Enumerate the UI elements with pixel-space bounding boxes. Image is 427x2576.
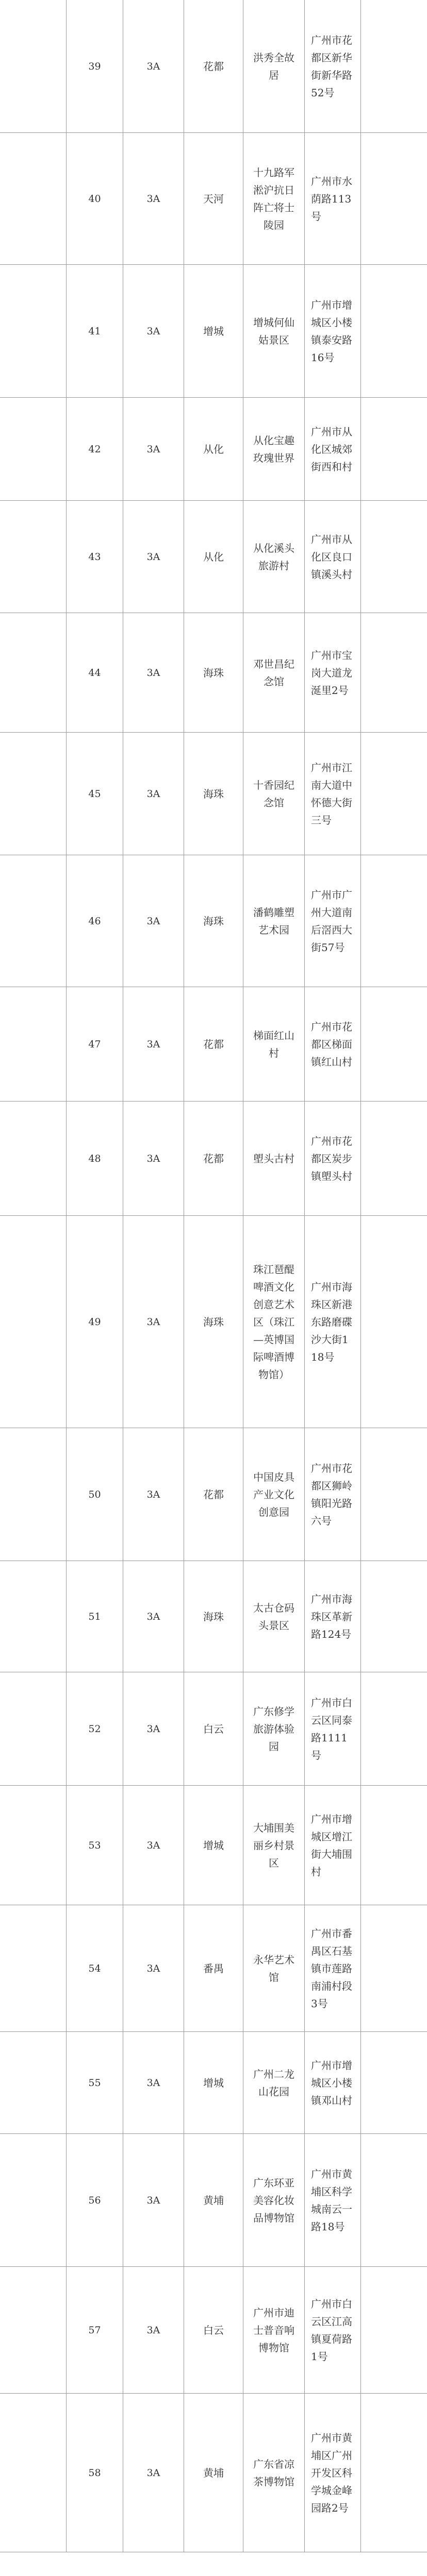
cell-district xyxy=(184,0,243,132)
cell-name xyxy=(243,2134,304,2266)
cell-district-text: 花都 xyxy=(203,1488,224,1501)
cell-district xyxy=(184,398,243,500)
cell-no xyxy=(66,2032,123,2133)
cell-name-text: 大埔围美丽乡村景区 xyxy=(253,1821,294,1869)
cell-level-text: 3A xyxy=(146,2324,160,2336)
cell-address xyxy=(304,1216,361,1428)
cell-no xyxy=(66,2394,123,2552)
cell-level-text: 3A xyxy=(146,2467,160,2479)
cell-name-text: 从化宝趣玫瑰世界 xyxy=(253,434,294,464)
cell-level-text: 3A xyxy=(146,1038,160,1050)
table-row xyxy=(0,2032,427,2134)
cell-name-text: 十九路军淞沪抗日阵亡将士陵园 xyxy=(253,166,294,231)
cell-district-text: 海珠 xyxy=(203,914,224,927)
cell-no xyxy=(66,133,123,264)
cell-address-text: 广州市黄埔区广州开发区科学城金峰园路2号 xyxy=(311,2431,352,2514)
cell-no xyxy=(66,501,123,613)
cell-name-text: 从化溪头旅游村 xyxy=(253,541,294,572)
cell-address xyxy=(304,2134,361,2266)
cell-district xyxy=(184,2394,243,2552)
cell-name-text: 广东省凉茶博物馆 xyxy=(253,2458,294,2488)
cell-level xyxy=(123,398,184,500)
cell-no-text: 57 xyxy=(88,2324,101,2336)
cell-no-text: 46 xyxy=(88,915,101,927)
cell-no xyxy=(66,265,123,397)
cell-district-text: 增城 xyxy=(203,1839,224,1852)
cell-address-text: 广州市江南大道中怀德大街三号 xyxy=(311,761,352,826)
cell-address xyxy=(304,2267,361,2393)
cell-district-text: 海珠 xyxy=(203,1610,224,1623)
cell-name xyxy=(243,2394,304,2552)
cell-district-text: 海珠 xyxy=(203,1315,224,1328)
cell-address-text: 广州市水荫路113号 xyxy=(311,175,352,223)
cell-level xyxy=(123,2394,184,2552)
cell-level xyxy=(123,2032,184,2133)
table-row xyxy=(0,398,427,501)
cell-address-text: 广州市番禺区石基镇市莲路南浦村段3号 xyxy=(311,1927,352,2010)
cell-district xyxy=(184,2032,243,2133)
cell-no-text: 55 xyxy=(88,2077,101,2089)
cell-address-text: 广州市白云区同泰路1111号 xyxy=(311,1696,352,1761)
cell-address xyxy=(304,133,361,264)
table-row xyxy=(0,1672,427,1786)
cell-no-text: 42 xyxy=(88,443,101,455)
cell-no-text: 41 xyxy=(88,325,101,337)
cell-level xyxy=(123,2134,184,2266)
table-row xyxy=(0,501,427,613)
cell-district-text: 花都 xyxy=(203,1038,224,1050)
cell-no-text: 47 xyxy=(88,1038,101,1050)
cell-no xyxy=(66,1101,123,1215)
cell-address xyxy=(304,398,361,500)
cell-district-text: 增城 xyxy=(203,2076,224,2089)
table-row xyxy=(0,2394,427,2552)
cell-district xyxy=(184,613,243,732)
cell-address-text: 广州市花都区狮岭镇阳光路六号 xyxy=(311,1462,352,1527)
cell-district xyxy=(184,1786,243,1905)
cell-level-text: 3A xyxy=(146,915,160,927)
cell-level xyxy=(123,1905,184,2031)
table-row xyxy=(0,855,427,987)
cell-name xyxy=(243,2032,304,2133)
cell-level xyxy=(123,1672,184,1785)
cell-name xyxy=(243,0,304,132)
cell-address-text: 广州市海珠区革新路124号 xyxy=(311,1592,352,1640)
cell-district xyxy=(184,2267,243,2393)
cell-no-text: 43 xyxy=(88,551,101,563)
cell-level-text: 3A xyxy=(146,788,160,800)
table-row xyxy=(0,265,427,398)
cell-name-text: 永华艺术馆 xyxy=(253,1953,294,1984)
cell-address xyxy=(304,2394,361,2552)
cell-level xyxy=(123,855,184,987)
cell-address-text: 广州市增城区小楼镇邓山村 xyxy=(311,2059,352,2107)
cell-address-text: 广州市增城区小楼镇泰安路16号 xyxy=(311,298,352,364)
cell-no xyxy=(66,1428,123,1561)
cell-name-text: 十香园纪念馆 xyxy=(253,778,294,809)
cell-address xyxy=(304,1428,361,1561)
cell-address xyxy=(304,733,361,855)
cell-level-text: 3A xyxy=(146,2077,160,2089)
cell-no-text: 56 xyxy=(88,2194,101,2206)
cell-name-text: 潘鹤雕塑艺术园 xyxy=(253,906,294,936)
cell-level-text: 3A xyxy=(146,2194,160,2206)
cell-level-text: 3A xyxy=(146,1488,160,1500)
cell-no-text: 50 xyxy=(88,1488,101,1500)
cell-level-text: 3A xyxy=(146,193,160,205)
cell-district xyxy=(184,501,243,613)
cell-address xyxy=(304,501,361,613)
cell-address xyxy=(304,613,361,732)
cell-no-text: 40 xyxy=(88,193,101,205)
cell-name xyxy=(243,733,304,855)
cell-no-text: 45 xyxy=(88,788,101,800)
cell-name xyxy=(243,1905,304,2031)
cell-no xyxy=(66,2267,123,2393)
cell-name xyxy=(243,2267,304,2393)
cell-district-text: 花都 xyxy=(203,1152,224,1165)
table-row xyxy=(0,613,427,733)
cell-district-text: 从化 xyxy=(203,443,224,455)
table-row xyxy=(0,0,427,133)
cell-name xyxy=(243,1672,304,1785)
cell-level xyxy=(123,1428,184,1561)
cell-no xyxy=(66,1672,123,1785)
cell-address-text: 广州市宝岗大道龙涎里2号 xyxy=(311,649,352,697)
cell-address-text: 广州市白云区江高镇夏荷路1号 xyxy=(311,2297,352,2363)
cell-level xyxy=(123,0,184,132)
cell-no xyxy=(66,1786,123,1905)
cell-address xyxy=(304,1101,361,1215)
cell-no-text: 48 xyxy=(88,1153,101,1164)
cell-no xyxy=(66,2134,123,2266)
cell-name-text: 梯面红山村 xyxy=(253,1029,294,1059)
cell-district xyxy=(184,1101,243,1215)
cell-level-text: 3A xyxy=(146,1611,160,1622)
cell-no-text: 49 xyxy=(88,1316,101,1328)
table-row xyxy=(0,1786,427,1905)
cell-name-text: 广东环亚美容化妆品博物馆 xyxy=(253,2176,294,2224)
cell-district-text: 番禺 xyxy=(203,1962,224,1975)
cell-name-text: 珠江琶醍啤酒文化创意艺术区（珠江—英博国际啤酒博物馆） xyxy=(253,1263,294,1381)
cell-name-text: 塱头古村 xyxy=(253,1152,294,1165)
cell-name-text: 太古仓码头景区 xyxy=(253,1601,294,1632)
cell-level xyxy=(123,133,184,264)
cell-address xyxy=(304,855,361,987)
cell-no-text: 44 xyxy=(88,667,101,679)
cell-address-text: 广州市从化区城郊街西和村 xyxy=(311,425,352,473)
cell-address xyxy=(304,1672,361,1785)
table-row xyxy=(0,2267,427,2394)
cell-address xyxy=(304,1905,361,2031)
cell-level-text: 3A xyxy=(146,1839,160,1851)
cell-no xyxy=(66,855,123,987)
cell-name xyxy=(243,1101,304,1215)
cell-address xyxy=(304,265,361,397)
cell-district xyxy=(184,1428,243,1561)
cell-level xyxy=(123,1101,184,1215)
table-row xyxy=(0,987,427,1101)
cell-no-text: 58 xyxy=(88,2467,101,2479)
table-row xyxy=(0,2134,427,2267)
cell-address xyxy=(304,1561,361,1672)
cell-district xyxy=(184,855,243,987)
cell-level-text: 3A xyxy=(146,60,160,72)
cell-district-text: 白云 xyxy=(203,2324,224,2336)
cell-level xyxy=(123,733,184,855)
cell-no xyxy=(66,1216,123,1428)
cell-level-text: 3A xyxy=(146,325,160,337)
cell-name-text: 洪秀全故居 xyxy=(253,51,294,81)
cell-level xyxy=(123,613,184,732)
cell-no-text: 51 xyxy=(88,1611,101,1622)
cell-district-text: 花都 xyxy=(203,60,224,73)
cell-address xyxy=(304,987,361,1101)
cell-name-text: 广州市迪士普音响博物馆 xyxy=(253,2306,294,2354)
cell-district-text: 天河 xyxy=(203,192,224,205)
cell-name-text: 增城何仙姑景区 xyxy=(253,316,294,346)
cell-name-text: 中国皮具产业文化创意园 xyxy=(253,1470,294,1518)
cell-address-text: 广州市增城区增江街大埔围村 xyxy=(311,1812,352,1878)
table-row xyxy=(0,1216,427,1428)
cell-no xyxy=(66,613,123,732)
cell-level xyxy=(123,1561,184,1672)
table-row xyxy=(0,1561,427,1672)
cell-level-text: 3A xyxy=(146,1962,160,1974)
cell-name-text: 广州二龙山花园 xyxy=(253,2067,294,2098)
cell-no xyxy=(66,1905,123,2031)
cell-district xyxy=(184,133,243,264)
cell-address-text: 广州市从化区良口镇溪头村 xyxy=(311,533,352,581)
cell-district-text: 黄埔 xyxy=(203,2466,224,2479)
cell-district-text: 从化 xyxy=(203,550,224,563)
cell-district xyxy=(184,1905,243,2031)
cell-address xyxy=(304,2032,361,2133)
cell-name xyxy=(243,987,304,1101)
cell-name xyxy=(243,1786,304,1905)
cell-address-text: 广州市广州大道南后滘西大街57号 xyxy=(311,888,352,954)
cell-name xyxy=(243,398,304,500)
cell-no xyxy=(66,733,123,855)
cell-level xyxy=(123,265,184,397)
cell-address xyxy=(304,0,361,132)
cell-district-text: 白云 xyxy=(203,1722,224,1735)
cell-no-text: 39 xyxy=(88,60,101,72)
cell-level-text: 3A xyxy=(146,443,160,455)
cell-address-text: 广州市花都区新华街新华路52号 xyxy=(311,33,352,99)
cell-level-text: 3A xyxy=(146,1316,160,1328)
table-row xyxy=(0,1428,427,1561)
cell-district xyxy=(184,987,243,1101)
cell-district xyxy=(184,1561,243,1672)
cell-district-text: 海珠 xyxy=(203,787,224,800)
table-row xyxy=(0,733,427,855)
cell-level-text: 3A xyxy=(146,667,160,679)
table-row xyxy=(0,133,427,265)
cell-name xyxy=(243,265,304,397)
cell-no-text: 52 xyxy=(88,1723,101,1735)
cell-level xyxy=(123,1786,184,1905)
cell-name xyxy=(243,1561,304,1672)
cell-level xyxy=(123,987,184,1101)
cell-no xyxy=(66,0,123,132)
cell-name xyxy=(243,1428,304,1561)
cell-level-text: 3A xyxy=(146,1723,160,1735)
cell-name xyxy=(243,613,304,732)
table-row xyxy=(0,1905,427,2032)
cell-district-text: 黄埔 xyxy=(203,2194,224,2207)
cell-name xyxy=(243,1216,304,1428)
cell-district-text: 海珠 xyxy=(203,666,224,679)
cell-address xyxy=(304,1786,361,1905)
cell-no xyxy=(66,1561,123,1672)
cell-level xyxy=(123,2267,184,2393)
cell-level-text: 3A xyxy=(146,551,160,563)
cell-address-text: 广州市花都区梯面镇红山村 xyxy=(311,1020,352,1068)
cell-level-text: 3A xyxy=(146,1153,160,1164)
cell-name-text: 邓世昌纪念馆 xyxy=(253,657,294,688)
cell-name xyxy=(243,855,304,987)
cell-level xyxy=(123,1216,184,1428)
cell-district-text: 增城 xyxy=(203,325,224,337)
cell-address-text: 广州市黄埔区科学城南云一路18号 xyxy=(311,2167,352,2233)
cell-district xyxy=(184,1216,243,1428)
table-row xyxy=(0,1101,427,1216)
cell-district xyxy=(184,1672,243,1785)
cell-no xyxy=(66,398,123,500)
cell-address-text: 广州市花都区炭步镇塱头村 xyxy=(311,1134,352,1182)
cell-no xyxy=(66,987,123,1101)
cell-district xyxy=(184,2134,243,2266)
cell-name-text: 广东修学旅游体验园 xyxy=(253,1705,294,1753)
cell-district xyxy=(184,265,243,397)
cell-level xyxy=(123,501,184,613)
cell-address-text: 广州市海珠区新港东路磨碟沙大街118号 xyxy=(311,1280,352,1363)
cell-district xyxy=(184,733,243,855)
cell-no-text: 53 xyxy=(88,1839,101,1851)
cell-no-text: 54 xyxy=(88,1962,101,1974)
cell-name xyxy=(243,133,304,264)
cell-name xyxy=(243,501,304,613)
